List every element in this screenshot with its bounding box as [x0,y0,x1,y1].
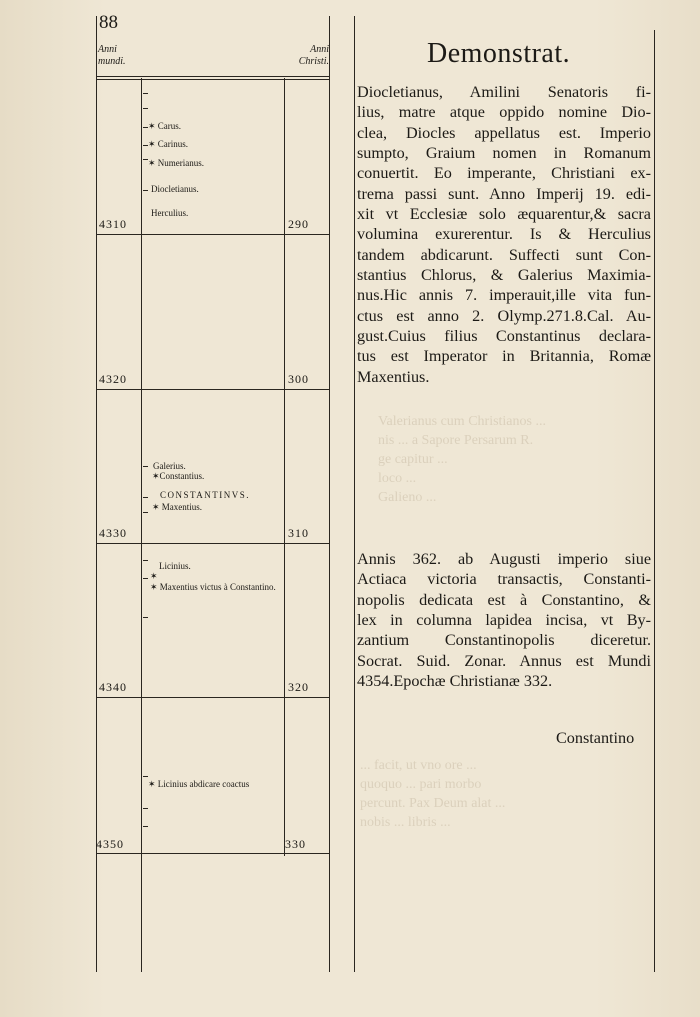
row-rule [96,853,330,854]
commentary-paragraph-2 [357,549,651,691]
entry-text: Numerianus. [157,158,205,168]
year-christi: 330 [285,837,306,851]
chronology-entry: ✶ Licinius abdicare coactus [148,779,250,789]
anni-christi-header [289,44,329,68]
paragraph-line: lex in columna lapidea incisa, vt By- [357,611,651,630]
entry-text: Licinius abdicare coactus [157,779,250,789]
chronology-entry [151,184,199,195]
anni-mundi-header-line1: Anni [98,44,117,55]
entry-text: Licinius. [159,561,191,571]
year-christi: 310 [288,526,309,540]
anni-christi-header-line1: Anni [310,44,329,55]
chronology-entry [159,561,191,572]
header-rule-top [96,76,330,77]
right-column-rule-right [654,30,655,972]
paragraph-line: clea, Diocles appellatus est. Imperio [357,123,651,142]
paragraph-line: Annis 362. ab Augusti imperio siue [357,550,651,568]
year-mundi: 4340 [99,680,127,694]
paragraph-line: conuertit. Eo imperante, Christiani ex- [357,164,651,183]
tick-mark [143,776,148,777]
entry-text: Carus. [157,121,182,131]
entry-text: Maxentius victus à Constantino. [159,582,276,592]
header-rule-bottom [96,79,330,80]
chronology-entry: ✶ Carinus. [148,139,189,149]
tick-mark [143,497,148,498]
paragraph-line: Maxentius. [357,367,430,386]
year-mundi: 4310 [99,217,127,231]
paragraph-line: zantium Constantinopolis diceretur. [357,631,651,650]
entry-text: Constantius. [159,471,205,481]
entry-text: Maxentius. [161,502,203,512]
paragraph-line: Diocletianus, Amilini Senatoris fi- [357,83,651,101]
chronology-entry: ✶ [150,571,158,581]
paragraph-line: ctus est anno 2. Olymp.271.8.Cal. Au- [357,306,651,325]
year-christi: 290 [288,217,309,231]
right-column-rule-left [354,16,355,972]
row-rule [96,543,330,544]
table-inner-left-rule [141,78,142,972]
tick-mark [143,190,148,191]
table-left-rule [96,16,97,972]
entry-text: CONSTANTINVS. [160,490,251,500]
row-rule [96,389,330,390]
chronology-entry [160,490,250,501]
tick-mark [143,578,148,579]
tick-mark [143,466,148,467]
paragraph-line: trema passi sunt. Anno Imperij 19. edi- [357,184,651,203]
anni-mundi-header [98,44,126,68]
tick-mark [143,808,148,809]
tick-mark [143,617,148,618]
entry-text: Carinus. [157,139,189,149]
show-through-text: ... facit, ut vno ore ... quoquo ... pari morbo percunt. Pax Deum alat ... nobis ... libris ... [360,758,506,830]
page-number: 88 [99,12,118,33]
section-heading: Demonstrat. [427,38,571,69]
paragraph-line: 4354.Epochæ Christianæ 332. [357,672,553,691]
year-mundi: 4350 [96,837,124,851]
table-inner-right-rule [284,78,285,856]
year-christi: 300 [288,372,309,386]
paragraph-line: volumina exurerentur. Is & Herculius [357,225,651,244]
paragraph-line: tus est Imperator in Britannia, Romæ [357,347,651,366]
year-mundi: 4320 [99,372,127,386]
catchword: Constantino [556,729,635,747]
chronology-entry: ✶ Maxentius. [152,502,203,512]
chronology-entry [151,208,188,219]
anni-mundi-header-line2: mundi. [98,56,126,67]
entry-text: Galerius. [153,461,186,471]
row-rule [96,234,330,235]
paragraph-line: sumpto, Graium nomen in Romanum [357,144,651,163]
year-mundi: 4330 [99,526,127,540]
commentary-paragraph-1 [357,82,651,387]
paragraph-line: nus.Hic annis 7. imperauit,ille vita fun- [357,286,651,305]
paragraph-line: Actiaca victoria transactis, Constanti- [357,570,651,589]
chronology-entry: ✶ Maxentius victus à Constantino. [150,582,276,592]
year-christi: 320 [288,680,309,694]
paragraph-line: Socrat. Suid. Zonar. Annus est Mundi [357,651,651,670]
paragraph-line: stantius Chlorus, & Galerius Maximia- [357,266,651,285]
chronology-entry: ✶ Carus. [148,121,182,131]
row-rule [96,697,330,698]
tick-mark [143,108,148,109]
chronology-entry: ✶Constantius. [152,471,205,481]
chronology-entry: ✶ Numerianus. [148,158,205,168]
show-through-text: Valerianus cum Christianos ... nis ... a Sapore Persarum R. ge capitur ... loco ... Galieno ... [378,414,546,505]
anni-christi-header-line2: Christi. [298,56,329,67]
table-right-rule [329,16,330,972]
paragraph-line: tandem abdicarunt. Suffecti sunt Con- [357,245,651,264]
paragraph-line: xit vt Ecclesiæ solo æquarentur,& sacra [357,205,651,224]
tick-mark [143,512,148,513]
paragraph-line: lius, matre atque oppido nomine Dio- [357,103,651,122]
tick-mark [143,560,148,561]
entry-text: Herculius. [151,208,189,218]
paragraph-line: nopolis dedicata est à Constantino, & [357,590,651,609]
tick-mark [143,93,148,94]
paragraph-line: gust.Cuius filius Constantinus declara- [357,327,651,346]
entry-text: Diocletianus. [151,184,199,194]
tick-mark [143,826,148,827]
